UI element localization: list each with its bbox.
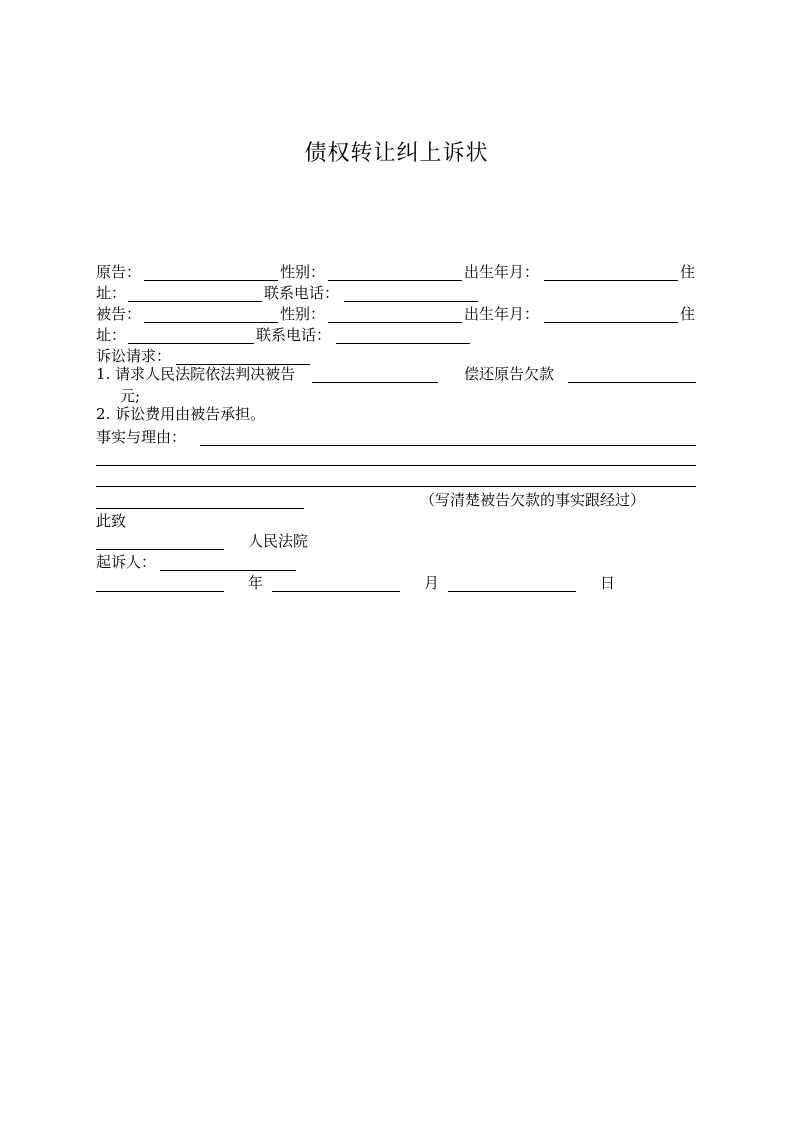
defendant-phone-field[interactable] — [336, 343, 470, 344]
facts-label: 事实与理由： — [96, 428, 187, 446]
claims-row — [96, 346, 696, 366]
claim-2-text: 2. 诉讼费用由被告承担。 — [96, 405, 266, 423]
defendant-address-label-start: 住 — [680, 305, 696, 323]
plaintiff-address-row — [96, 283, 696, 303]
defendant-phone-label: 联系电话： — [256, 326, 332, 344]
claim-2-row — [96, 404, 696, 424]
plaintiff-address-field[interactable] — [128, 301, 262, 302]
plaintiff-gender-field[interactable] — [328, 280, 462, 281]
court-label: 人民法院 — [248, 532, 309, 550]
plaintiff-name-field[interactable] — [144, 280, 278, 281]
month-label: 月 — [424, 574, 440, 592]
facts-field-line-1[interactable] — [200, 445, 696, 446]
signer-field[interactable] — [160, 570, 296, 571]
plaintiff-phone-label: 联系电话： — [264, 284, 340, 302]
claims-label: 诉讼请求： — [96, 347, 172, 365]
plaintiff-birth-label: 出生年月： — [464, 263, 540, 281]
facts-field-line-2[interactable] — [96, 465, 696, 466]
facts-note: （写清楚被告欠款的事实跟经过） — [420, 491, 646, 509]
plaintiff-address-label-start: 住 — [680, 263, 696, 281]
plaintiff-row — [96, 262, 696, 282]
signer-row — [96, 552, 696, 572]
day-label: 日 — [600, 574, 616, 592]
facts-field-line-3[interactable] — [96, 486, 696, 487]
plaintiff-label: 原告： — [96, 263, 142, 281]
plaintiff-gender-label: 性别： — [280, 263, 326, 281]
defendant-gender-field[interactable] — [328, 322, 462, 323]
claim-1-mid: 偿还原告欠款 — [464, 365, 555, 383]
date-row — [96, 573, 696, 593]
claim-1-unit: 元; — [120, 387, 141, 405]
claim-1-unit-row — [96, 386, 696, 406]
defendant-row — [96, 304, 696, 324]
plaintiff-phone-field[interactable] — [344, 301, 478, 302]
defendant-address-label-end: 址： — [96, 326, 127, 344]
defendant-birth-field[interactable] — [544, 322, 678, 323]
defendant-label: 被告： — [96, 305, 142, 323]
salutation-row — [96, 511, 696, 531]
defendant-name-field[interactable] — [144, 322, 278, 323]
year-label: 年 — [248, 574, 264, 592]
facts-field-line-4[interactable] — [96, 508, 304, 509]
plaintiff-birth-field[interactable] — [544, 280, 678, 281]
defendant-address-row — [96, 325, 696, 345]
defendant-address-field[interactable] — [128, 343, 254, 344]
plaintiff-address-label-end: 址： — [96, 284, 127, 302]
facts-note-row — [96, 490, 696, 510]
claim-1-row — [96, 364, 696, 384]
court-row — [96, 531, 696, 551]
document-title: 债权转让纠上诉状 — [304, 141, 489, 166]
year-field[interactable] — [96, 591, 224, 592]
day-field[interactable] — [448, 591, 576, 592]
court-name-field[interactable] — [96, 549, 224, 550]
defendant-birth-label: 出生年月： — [464, 305, 540, 323]
claim-1-amount-field[interactable] — [568, 382, 696, 383]
month-field[interactable] — [272, 591, 400, 592]
claim-1-defendant-field[interactable] — [312, 382, 438, 383]
salutation: 此致 — [96, 512, 127, 530]
claim-1-prefix: 1. 请求人民法院依法判决被告 — [96, 365, 296, 383]
signer-label: 起诉人： — [96, 553, 157, 571]
facts-row — [96, 427, 696, 447]
defendant-gender-label: 性别： — [280, 305, 326, 323]
